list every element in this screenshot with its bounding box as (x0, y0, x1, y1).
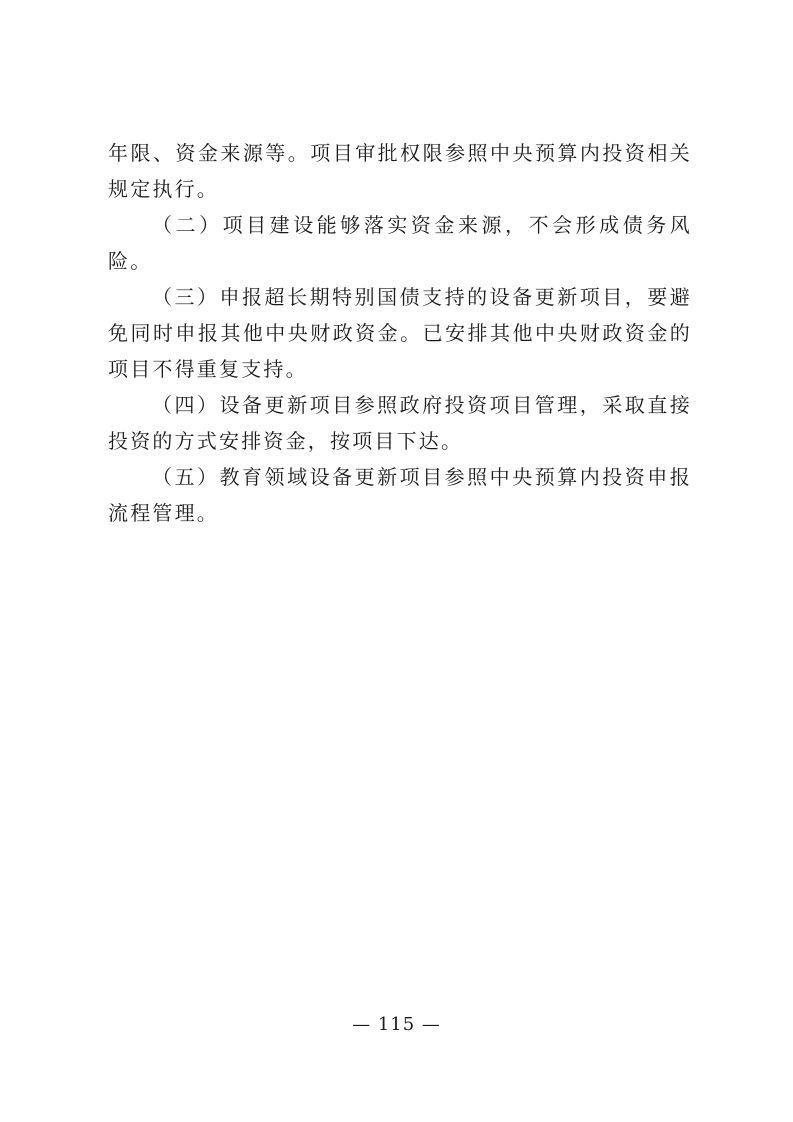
document-body (108, 135, 692, 531)
paragraph-item-4: （四）设备更新项目参照政府投资项目管理，采取直接投资的方式安排资金，按项目下达。 (108, 393, 692, 453)
paragraph-item-3: （三）申报超长期特别国债支持的设备更新项目，要避免同时申报其他中央财政资金。已安排其他中央财政资金的项目不得重复支持。 (108, 285, 692, 381)
paragraph-continuation: 年限、资金来源等。项目审批权限参照中央预算内投资相关规定执行。 (108, 141, 692, 201)
paragraph-item-5: （五）教育领域设备更新项目参照中央预算内投资申报流程管理。 (108, 465, 692, 525)
page-number: — 115 — (352, 1014, 441, 1035)
paragraph-item-2: （二）项目建设能够落实资金来源，不会形成债务风险。 (108, 213, 692, 273)
